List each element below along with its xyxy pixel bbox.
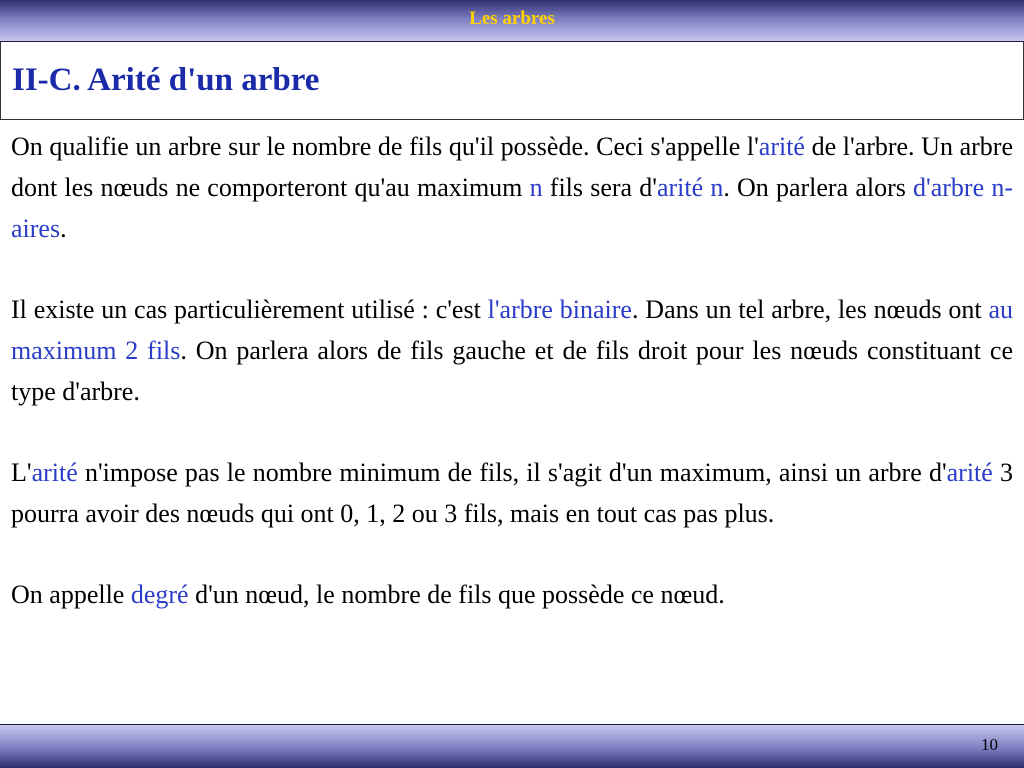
header-bar xyxy=(0,0,1024,42)
text: L' xyxy=(11,458,32,487)
text: . xyxy=(60,214,67,243)
text: On appelle xyxy=(11,580,131,609)
keyword: l'arbre binaire xyxy=(487,295,632,324)
text: de l'arbre. Un arbre dont les nœuds ne comporteront qu'au maximum xyxy=(11,132,1013,202)
keyword: arité xyxy=(31,458,78,487)
text: Il existe un cas particulièrement utilisé : c'est xyxy=(11,295,488,324)
text: 3 pourra avoir des nœuds qui ont 0, 1, 2 ou 3 fils, mais en tout cas pas plus. xyxy=(11,458,1013,528)
page-number: 10 xyxy=(981,735,998,754)
text: On qualifie un arbre sur le nombre de fils qu'il possède. Ceci s'appelle l' xyxy=(11,132,759,161)
slide-heading-box xyxy=(0,42,1024,120)
text: fils sera d' xyxy=(542,173,657,202)
keyword: arité xyxy=(946,458,993,487)
paragraph-1 xyxy=(11,126,1013,249)
text: n'impose pas le nombre minimum de fils, il s'agit d'un maximum, ainsi un arbre d' xyxy=(77,458,947,487)
keyword: n xyxy=(529,173,543,202)
paragraph-4 xyxy=(11,574,1013,615)
text: . On parlera alors de fils gauche et de fils droit pour les nœuds constituant ce type d'arbre. xyxy=(11,336,1013,406)
text: d'un nœud, le nombre de fils que possède ce nœud. xyxy=(188,580,725,609)
text: . On parlera alors xyxy=(723,173,914,202)
text: . Dans un tel arbre, les nœuds ont xyxy=(631,295,989,324)
slide-heading: II-C. Arité d'un arbre xyxy=(12,62,320,98)
keyword: arité xyxy=(758,132,805,161)
keyword: degré xyxy=(130,580,189,609)
paragraph-3 xyxy=(11,452,1013,534)
keyword: d'arbre n-aires xyxy=(11,173,1013,243)
slide-content xyxy=(11,126,1013,655)
paragraph-2 xyxy=(11,289,1013,412)
footer-bar xyxy=(0,724,1024,768)
keyword: au maximum 2 fils xyxy=(11,295,1013,365)
presentation-title: Les arbres xyxy=(469,8,555,29)
keyword: arité n xyxy=(656,173,724,202)
